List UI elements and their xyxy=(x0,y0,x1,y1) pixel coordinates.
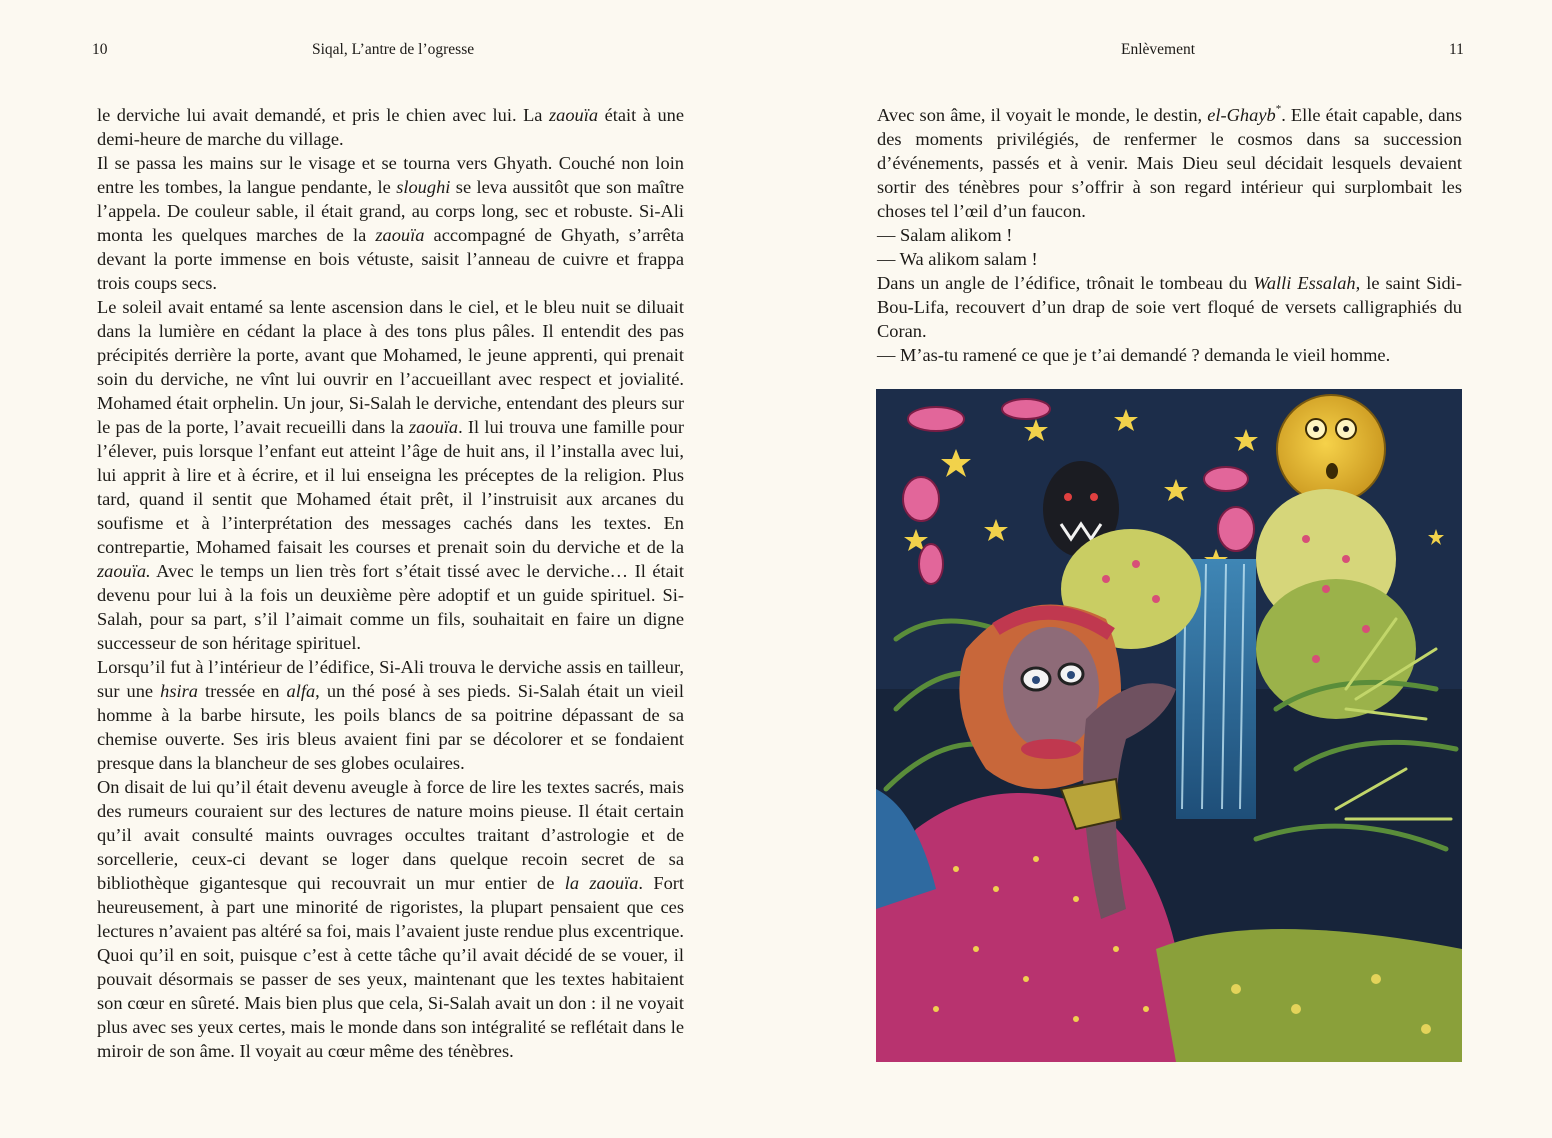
text-run: — Salam alikom ! xyxy=(877,225,1013,245)
night-garden-illustration-icon xyxy=(876,389,1462,1062)
text-run: était à une demi-heure de marche du village. xyxy=(97,105,684,149)
text-run: Avec le temps un lien très fort s’était tissé avec le derviche… Il était devenu pour lui à la fois un deuxième père adoptif et un guide spirituel. Si-Salah, pour sa part, s’il l’aimait comme un fils, souhaitait en faire un digne successeur de son héritage spirituel. xyxy=(97,561,684,653)
paragraph xyxy=(97,775,684,1063)
page-number: 11 xyxy=(1449,41,1464,58)
illustration-night-garden xyxy=(876,389,1462,1062)
italic-term: zaouïa xyxy=(549,105,599,125)
running-title: Siqal, L’antre de l’ogresse xyxy=(312,41,475,58)
text-run: Il se passa les mains sur le visage et se tourna vers Ghyath. Couché non loin entre les tombes, la langue pendante, le xyxy=(97,153,684,197)
italic-term: hsira xyxy=(160,681,198,701)
text-run: Avec son âme, il voyait le monde, le destin, xyxy=(877,105,1208,125)
paragraph xyxy=(97,103,684,151)
text-run: . Il lui trouva une famille pour l’élever, puis lorsque l’enfant eut atteint l’âge de huit ans, il l’installa avec lui, lui apprit à lire et à écrire, et il lui enseigna les préceptes de la religion. Plus tard, quand il sentit que Mohamed était prêt, il l’instruisit aux arcanes du soufisme et à l’interprétation des messages cachés dans les textes. En contrepartie, Mohamed faisait les courses et prenait soin du derviche et de la xyxy=(97,417,684,557)
italic-term: el-Ghayb xyxy=(1207,105,1276,125)
text-run: Dans un angle de l’édifice, trônait le tombeau du xyxy=(877,273,1254,293)
paragraph xyxy=(97,151,684,295)
paragraph xyxy=(877,103,1462,223)
paragraph xyxy=(877,271,1462,343)
italic-term: Walli Essalah, xyxy=(1253,273,1361,293)
text-run: le derviche lui avait demandé, et pris le chien avec lui. La xyxy=(97,105,549,125)
text-run: , un thé posé à ses pieds. Si-Salah était un vieil homme à la barbe hirsute, les poils blancs de sa poitrine dépassant de sa chemise ouverte. Ses iris bleus avaient fini par se décolorer et se fondaient presque dans la blancheur de ses globes oculaires. xyxy=(97,681,685,773)
paragraph xyxy=(877,223,1462,247)
paragraph xyxy=(877,247,1462,271)
text-run: — M’as-tu ramené ce que je t’ai demandé ? demanda le vieil homme. xyxy=(877,345,1391,365)
paragraph xyxy=(97,295,684,655)
italic-term: alfa xyxy=(286,681,316,701)
italic-term: zaouïa. xyxy=(97,561,151,581)
italic-term: zaouïa xyxy=(409,417,459,437)
text-run: On disait de lui qu’il était devenu aveugle à force de lire les textes sacrés, mais des rumeurs couraient sur des lectures de nature moins pieuse. Il était certain qu’il avait consulté maints ouvrages occultes traitant d’astrologie et de sorcellerie, ceux-ci devant se loger dans quelque recoin secret de sa bibliothèque gigantesque qui recouvrait un mur entier de xyxy=(97,777,684,893)
body-text xyxy=(877,103,1462,367)
text-run: . Elle était capable, dans des moments privilégiés, de renfermer le cosmos dans sa succession d’événements, passés et à venir. Mais Dieu seul décidait lesquels devaient sortir des ténèbres pour s’offrir à son regard intérieur qui surplombait les choses tel l’œil d’un faucon. xyxy=(877,105,1463,221)
running-title: Enlèvement xyxy=(1121,41,1196,58)
text-run: tressée en xyxy=(197,681,287,701)
italic-term: sloughi xyxy=(396,177,451,197)
text-run: . Fort heureusement, à part une minorité de rigoristes, la plupart pensaient que ces lectures n’avaient pas altéré sa foi, mais l’avaient juste rendue plus excentrique. Quoi qu’il en soit, puisque c’est à cette tâche qu’il avait décidé de se vouer, il pouvait désormais se passer de ses yeux, maintenant que les textes habitaient son cœur en sûreté. Mais bien plus que cela, Si-Salah avait un don : il ne voyait plus avec ses yeux certes, mais le monde dans son intégralité se reflétait dans le miroir de son âme. Il voyait au cœur même des ténèbres. xyxy=(97,873,684,1061)
text-run: — Wa alikom salam ! xyxy=(877,249,1038,269)
text-run: * xyxy=(1275,103,1282,115)
italic-term: la zaouïa xyxy=(564,873,639,893)
text-run: Lorsqu’il fut à l’intérieur de l’édifice, Si-Ali trouva le derviche assis en tailleur, sur une xyxy=(97,657,684,701)
text-run: Le soleil avait entamé sa lente ascension dans le ciel, et le bleu nuit se diluait dans la lumière en cédant la place à des tons plus pâles. Il entendit des pas précipités derrière la porte, avant que Mohamed, le jeune apprenti, qui prenait soin du derviche, ne vînt lui ouvrir en l’accueillant avec respect et jovialité. Mohamed était orphelin. Un jour, Si-Salah le derviche, entendant des pleurs sur le pas de la porte, l’avait recueilli dans la xyxy=(97,297,684,437)
page-number: 10 xyxy=(92,41,108,58)
italic-term: zaouïa xyxy=(375,225,425,245)
body-text xyxy=(97,103,684,1063)
text-run: se leva aussitôt que son maître l’appela. De couleur sable, il était grand, au corps long, sec et robuste. Si-Ali monta les quelques marches de la xyxy=(97,177,684,245)
text-run: le saint Sidi-Bou-Lifa, recouvert d’un drap de soie vert floqué de versets calligraphiés du Coran. xyxy=(877,273,1462,341)
paragraph xyxy=(97,655,684,775)
right-page xyxy=(776,0,1552,1138)
text-run: accompagné de Ghyath, s’arrêta devant la porte immense en bois vétuste, saisit l’anneau de cuivre et frappa trois coups secs. xyxy=(97,225,684,293)
paragraph xyxy=(877,343,1462,367)
